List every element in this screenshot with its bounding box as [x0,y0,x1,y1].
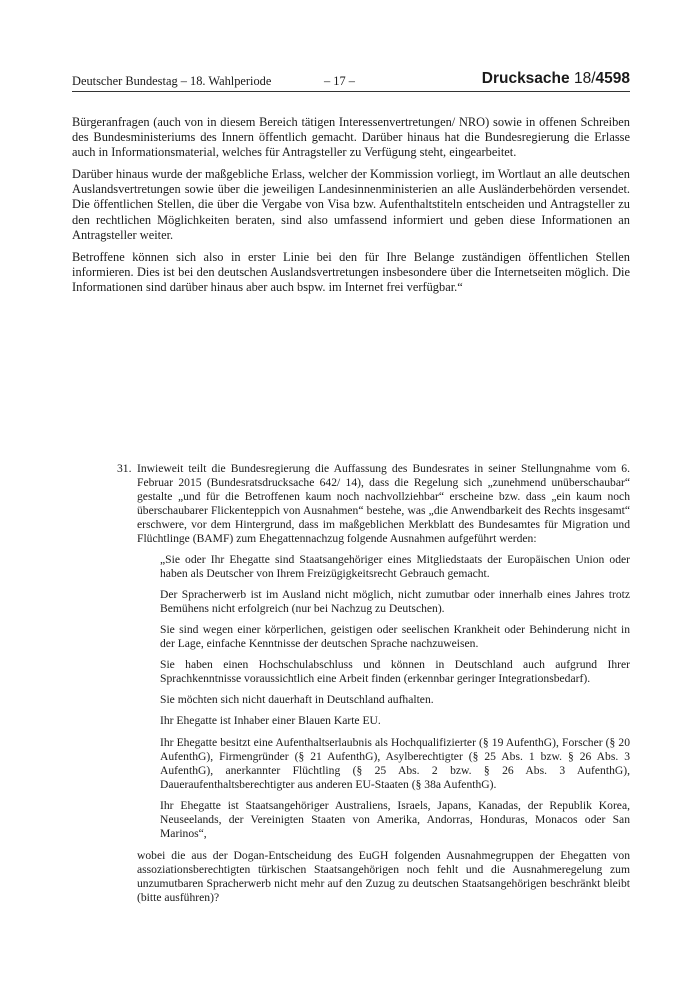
quote-item: Der Spracherwerb ist im Ausland nicht möglich, nicht zumutbar oder innerhalb eines Jahres trotz Bemühens nicht erfolgreich (nur bei Nachzug zu Deutschen). [160,587,630,615]
question-closing: wobei die aus der Dogan-Entscheidung des EuGH folgenden Ausnahmegruppen der Ehegatten von assoziationsberechtigten türkischen Staatsangehörigen noch fehlt und die Ausnahmeregelung zum unzumutbaren Spracherwerb nicht mehr auf den Zuzug zu deutschen Staatsangehörigen beschränkt bleibt (bitte ausführen)? [137,849,630,905]
question-number: 31. [117,462,132,475]
quote-item: Ihr Ehegatte besitzt eine Aufenthaltserlaubnis als Hochqualifizierter (§ 19 AufenthG), Forscher (§ 20 AufenthG), Firmengründer (§ 21 AufenthG), Asylberechtigter (§ 25 Abs. 1 bzw. § 26 Abs. 3 AufenthG), anerkannter Flüchtling (§ 25 Abs. 2 bzw. § 26 Abs. 3 AufenthG), Daueraufenthaltsberechtigter aus anderen EU-Staaten (§ 38a AufenthG). [160,735,630,791]
quote-item: Ihr Ehegatte ist Staatsangehöriger Australiens, Israels, Japans, Kanadas, der Republik Korea, Neuseelands, der Vereinigten Staaten von Amerika, Andorras, Honduras, Monacos oder San Marinos“, [160,798,630,841]
page-number: – 17 – [324,74,355,88]
page-header [72,72,630,92]
quote-item: Sie sind wegen einer körperlichen, geistigen oder seelischen Krankheit oder Behinderung nicht in der Lage, einfache Kenntnisse der deutschen Sprache nachzuweisen. [160,622,630,651]
document-number-prefix: Drucksache [481,70,574,87]
document-number [482,70,630,88]
answer-paragraph: Darüber hinaus wurde der maßgebliche Erlass, welcher der Kommission vorliegt, im Wortlaut an alle deutschen Auslandsvertretungen sowie über die jeweiligen Landesinnenministerien an alle Ausländerbehörden versendet. Die öffentlichen Stellen, die über die Vergabe von Visa bzw. Aufenthaltstiteln entscheiden und Antragsteller zu den rechtlichen Möglichkeiten beraten, sind also umfassend informiert und geben diese Informationen an Antragsteller weiter. [72,167,630,242]
quote-item: Sie haben einen Hochschulabschluss und können in Deutschland auch aufgrund Ihrer Sprachkenntnisse voraussichtlich eine Arbeit finden (erkennbar geringer Integrationsbedarf). [160,658,630,686]
answer-paragraph: Betroffene können sich also in erster Linie bei den für Ihre Belange zuständigen öffentlichen Stellen informieren. Dies ist bei den deutschen Auslandsvertretungen insbesondere über die Internetseiten möglich. Die Informationen sind darüber hinaus aber auch bspw. im Internet frei verfügbar.“ [72,249,630,294]
header-rule [72,91,630,92]
quote-item: Sie möchten sich nicht dauerhaft in Deutschland aufhalten. [160,693,434,707]
answer-text [72,115,630,302]
question-block [117,462,630,912]
quoted-exceptions [160,553,630,842]
quote-item: Ihr Ehegatte ist Inhaber einer Blauen Karte EU. [160,714,381,728]
question-intro: Inwieweit teilt die Bundesregierung die Auffassung des Bundesrates in seiner Stellungnahme vom 6. Februar 2015 (Bundesratsdrucksache 642/ 14), dass die Regelung sich „zunehmend unüberschaubar“ gestalte „und für die Betroffenen kaum noch nachvollziehbar“ erscheine bzw. dass „ein kaum noch überschaubarer Flickenteppich von Ausnahmen“ bestehe, was „die Anwendbarkeit des Rechts insgesamt“ erschwere, vor dem Hintergrund, dass im maßgeblichen Merkblatt des Bundesamtes für Migration und Flüchtlinge (BAMF) zum Ehegattennachzug folgende Ausnahmen aufgeführt werden: [137,462,630,546]
quote-item: „Sie oder Ihr Ehegatte sind Staatsangehöriger eines Mitgliedstaats der Europäischen Union oder haben als Deutscher von Ihrem Freizügigkeitsrecht Gebrauch gemacht. [160,552,630,580]
document-number-id: 4598 [595,70,630,87]
question-body [137,462,630,906]
header-publication: Deutscher Bundestag – 18. Wahlperiode [72,74,272,88]
document-number-period: 18/ [573,70,596,87]
answer-paragraph: Bürgeranfragen (auch von in diesem Bereich tätigen Interessenvertretungen/ NRO) sowie in offenen Schreiben des Bundesministeriums des Innern öffentlich gemacht. Darüber hinaus hat die Bundesregierung die Erlasse auch in Informationsmaterial, welches für Antragsteller zu Verfügung steht, eingearbeitet. [72,115,630,160]
